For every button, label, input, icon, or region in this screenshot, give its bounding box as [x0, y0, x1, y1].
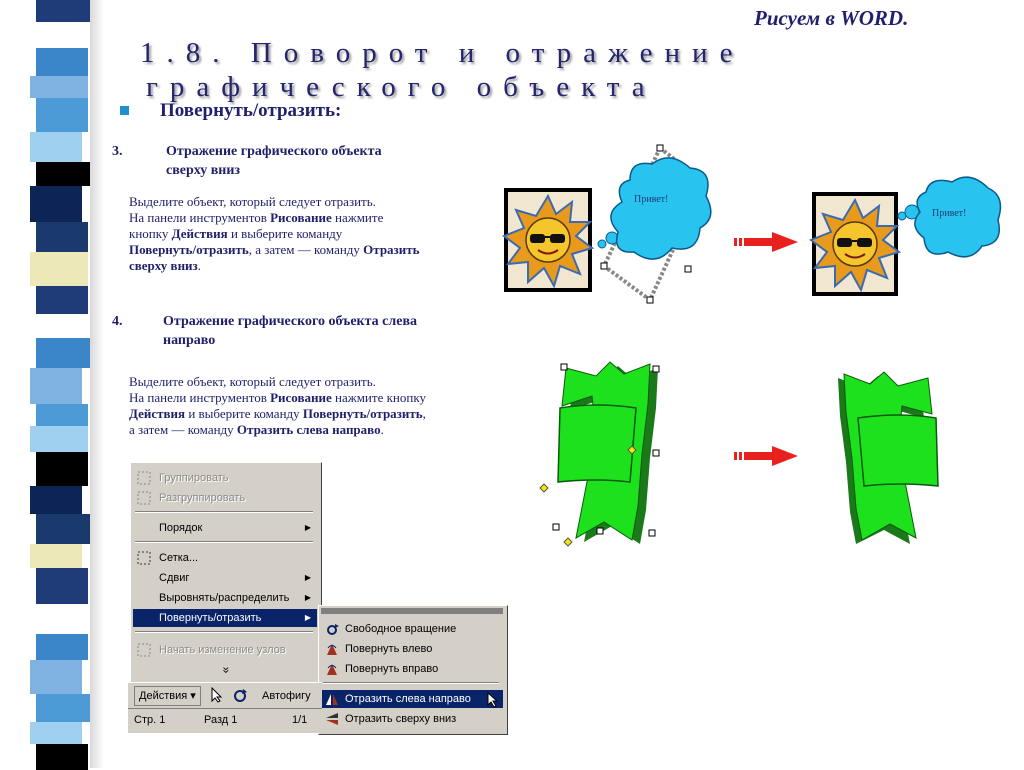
free-rotate-icon	[325, 622, 339, 636]
stripe	[30, 368, 82, 404]
text-run: а затем — команду	[129, 422, 237, 437]
text-run: нажмите кнопку	[331, 390, 426, 405]
instruction-line	[129, 374, 426, 390]
sun-clipart-result-icon	[811, 192, 899, 296]
section-4-title-line-1: Отражение графического объекта слева	[163, 314, 418, 329]
menu-item	[133, 469, 317, 487]
stripe	[30, 660, 82, 694]
stripe	[36, 568, 88, 604]
status-section: Разд 1	[204, 714, 238, 726]
bold-run: Действия	[171, 226, 228, 241]
rotate-left-icon	[325, 642, 339, 656]
submenu-drag-bar[interactable]	[321, 608, 503, 614]
stripe	[36, 338, 94, 368]
bold-run: Отразить	[363, 242, 420, 257]
menu-separator	[135, 631, 313, 633]
green-banner-flipped	[838, 372, 938, 544]
flip-horizontal-icon	[325, 692, 339, 706]
bold-run: Отразить слева направо	[236, 422, 381, 437]
stripe	[30, 604, 88, 634]
submenu-arrow-icon: ▶	[304, 523, 311, 532]
instruction-line	[129, 210, 420, 226]
callout-result-text: Привет!	[932, 208, 967, 219]
stripe	[30, 22, 82, 48]
section-4-number: 4.	[112, 314, 123, 329]
menu-item-label: Разгруппировать	[159, 492, 246, 504]
rotate-right-icon	[325, 662, 339, 676]
instruction-line	[129, 258, 420, 274]
text-run: ,	[422, 406, 426, 421]
bold-run: Рисование	[270, 390, 332, 405]
submenu-item[interactable]	[321, 640, 503, 658]
stripe-bar-shadow	[90, 0, 104, 768]
stripe	[30, 426, 88, 452]
bold-run: Повернуть/отразить	[129, 242, 249, 257]
stripe	[36, 98, 88, 132]
text-run: На панели инструментов	[129, 210, 271, 225]
stripe	[30, 722, 82, 744]
submenu-item-label: Отразить сверху вниз	[345, 713, 457, 725]
group-icon	[137, 491, 151, 505]
stripe	[30, 76, 88, 98]
text-run: Выделите объект, который следует отразить.	[129, 194, 376, 209]
actions-button[interactable]: Действия ▾	[134, 686, 201, 706]
stripe	[36, 286, 88, 314]
bold-run: Повернуть/отразить	[302, 406, 423, 421]
bold-run: сверху вниз	[129, 258, 198, 273]
slide-title-line-1: 1.8. Поворот и отражение	[140, 37, 745, 69]
submenu-item[interactable]	[321, 710, 503, 728]
instruction-line	[129, 242, 420, 258]
menu-item	[133, 641, 317, 659]
bullet-square	[120, 106, 129, 115]
stripe	[30, 486, 82, 514]
instruction-line	[129, 422, 426, 438]
bold-run: Рисование	[270, 210, 332, 225]
menu-item-label: Группировать	[159, 472, 229, 484]
menu-item[interactable]	[133, 549, 317, 567]
menu-item-label: Повернуть/отразить	[159, 612, 262, 624]
stripe	[36, 222, 88, 252]
autoshapes-button[interactable]: Автофигу	[262, 690, 311, 702]
menu-item[interactable]	[133, 589, 317, 607]
menu-item[interactable]	[133, 609, 317, 627]
expand-menu-chevron-icon[interactable]: »	[219, 666, 234, 674]
stripe	[30, 544, 82, 568]
status-pages: 1/1	[292, 714, 308, 726]
menu-separator	[135, 511, 313, 513]
edit-points-icon	[137, 643, 151, 657]
section-4-title-line-2: направо	[163, 333, 216, 348]
instruction-line	[129, 390, 426, 406]
slide-subtitle: Повернуть/отразить:	[160, 100, 342, 121]
text-run: .	[380, 422, 384, 437]
callout-result	[898, 177, 1000, 257]
slide-title	[140, 36, 744, 104]
section-4-title	[163, 312, 417, 350]
text-run: и выберите команду	[227, 226, 343, 241]
menu-item	[133, 489, 317, 507]
stripe	[30, 252, 88, 286]
callout-rotated-text: Привет!	[634, 194, 669, 205]
group-icon	[137, 471, 151, 485]
stripe	[30, 132, 82, 162]
submenu-item-label: Повернуть вправо	[345, 663, 439, 675]
stripe	[36, 694, 94, 722]
text-run: кнопку	[129, 226, 172, 241]
section-3-number: 3.	[112, 144, 123, 159]
sun-clipart-icon	[504, 188, 592, 292]
flip-vertical-icon	[325, 712, 339, 726]
stripe	[36, 514, 94, 544]
instruction-line	[129, 194, 420, 210]
stripe	[30, 186, 82, 222]
submenu-item-label: Свободное вращение	[345, 623, 457, 635]
stripe	[36, 404, 88, 426]
stripe	[36, 634, 88, 660]
instruction-line	[129, 406, 426, 422]
grid-icon	[137, 551, 151, 565]
text-run: нажмите	[331, 210, 384, 225]
callout-rotated	[598, 145, 711, 303]
submenu-item[interactable]	[321, 660, 503, 678]
bold-run: Действия	[129, 406, 186, 421]
status-page: Стр. 1	[134, 714, 166, 726]
submenu-arrow-icon: ▶	[304, 613, 311, 622]
right-arrow-2-icon	[734, 446, 798, 466]
free-rotate-icon[interactable]	[232, 687, 248, 705]
section-3-title-line-1: Отражение графического объекта	[166, 144, 382, 159]
menu-item-label: Начать изменение узлов	[159, 644, 286, 656]
stripe	[36, 452, 88, 486]
menu-separator	[135, 541, 313, 543]
rotate-flip-submenu	[318, 605, 508, 735]
submenu-item-label: Отразить слева направо	[345, 693, 471, 705]
submenu-item-label: Повернуть влево	[345, 643, 433, 655]
submenu-item[interactable]	[321, 620, 503, 638]
menu-item-label: Сетка...	[159, 552, 199, 564]
actions-menu	[130, 462, 322, 684]
app-title: Рисуем в WORD.	[754, 6, 909, 30]
submenu-arrow-icon: ▶	[304, 593, 311, 602]
text-run: Выделите объект, который следует отразить.	[129, 374, 376, 389]
status-bar	[128, 708, 322, 733]
text-run: , а затем — команду	[248, 242, 364, 257]
text-run: .	[197, 258, 202, 273]
select-objects-icon[interactable]	[210, 687, 224, 705]
stripe	[36, 162, 94, 186]
menu-item-label: Порядок	[159, 522, 203, 534]
instruction-line	[129, 226, 420, 242]
section-3-instructions	[129, 194, 420, 274]
green-banner-selected	[540, 362, 659, 546]
stripe	[36, 744, 88, 770]
section-4-instructions	[129, 374, 426, 438]
stripe	[30, 314, 82, 338]
menu-item[interactable]	[133, 569, 317, 587]
stripe	[36, 48, 88, 76]
submenu-item[interactable]	[321, 690, 503, 708]
illustrations	[500, 140, 1020, 560]
submenu-separator	[323, 682, 499, 684]
menu-item-label: Сдвиг	[159, 572, 190, 584]
section-3-title-line-2: сверху вниз	[166, 163, 241, 178]
section-3-title	[166, 142, 382, 180]
right-arrow-icon	[734, 232, 798, 252]
text-run: и выберите команду	[185, 406, 303, 421]
drawing-toolbar	[128, 682, 322, 709]
stripe	[36, 0, 94, 22]
menu-item-label: Выровнять/распределить	[159, 592, 290, 604]
slide-title-line-2: графического объекта	[146, 71, 657, 103]
menu-item[interactable]	[133, 519, 317, 537]
submenu-arrow-icon: ▶	[304, 573, 311, 582]
text-run: На панели инструментов	[129, 390, 271, 405]
